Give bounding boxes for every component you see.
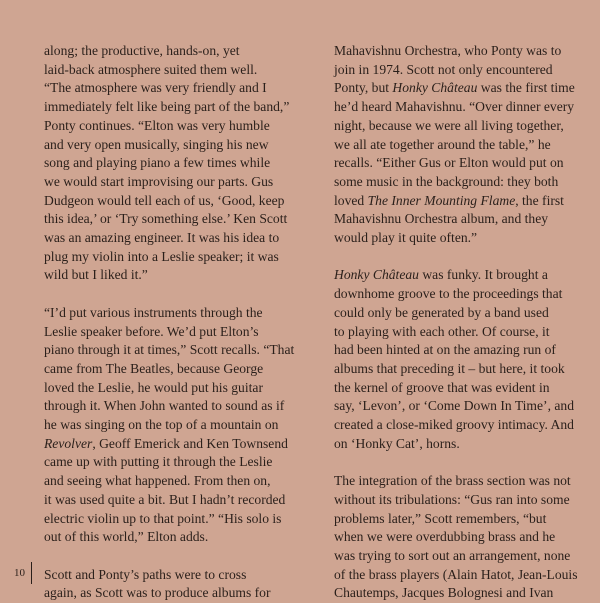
page-footer xyxy=(14,562,32,584)
text-line: song and playing piano a few times while xyxy=(44,155,271,171)
text-line: we would start improvising our parts. Gus xyxy=(44,173,274,189)
text-line: was an amazing engineer. It was his idea to xyxy=(44,230,280,246)
text-line: albums that preceding it – but here, it took xyxy=(334,360,565,376)
paragraph-atmosphere xyxy=(44,42,304,285)
text-line: immediately felt like being part of the band,” xyxy=(44,99,290,115)
italic-title: Honky Château xyxy=(392,80,478,96)
paragraph-paths-cross xyxy=(44,566,304,603)
text-line: recalls. “Either Gus or Elton would put on xyxy=(334,155,564,171)
italic-title: Honky Château xyxy=(334,267,419,283)
text-line: downhome groove to the proceedings that xyxy=(334,286,563,302)
text-line: it was used quite a bit. But I hadn’t recorded xyxy=(44,491,286,507)
text-line: The integration of the brass section was not xyxy=(334,473,571,489)
right-column xyxy=(334,42,594,603)
paragraph-honky-chateau xyxy=(334,266,594,453)
text-line: and seeing what happened. From then on, xyxy=(44,473,271,489)
text-line: to playing with each other. Of course, it xyxy=(334,323,550,339)
text-line: was trying to sort out an arrangement, none xyxy=(334,547,571,563)
page-number: 10 xyxy=(14,567,25,579)
text-line: Mahavishnu Orchestra, who Ponty was to xyxy=(334,43,562,58)
text-line: and very open musically, singing his new xyxy=(44,136,269,152)
text-line: Mahavishnu Orchestra album, and they xyxy=(334,211,549,227)
left-column xyxy=(44,42,304,603)
text-line: wild but I liked it.” xyxy=(44,267,148,283)
footer-divider xyxy=(31,562,32,584)
text-line: Leslie speaker before. We’d put Elton’s xyxy=(44,323,259,339)
text-line: “I’d put various instruments through the xyxy=(44,304,263,320)
text-line: through it. When John wanted to sound as if xyxy=(44,398,285,414)
text-line: loved the Leslie, he would put his guitar xyxy=(44,379,263,395)
text-line: came up with putting it through the Leslie xyxy=(44,454,273,470)
paragraph-mahavishnu xyxy=(334,42,594,248)
text-line: plug my violin into a Leslie speaker; it was xyxy=(44,248,279,264)
text-line: came from The Beatles, because George xyxy=(44,360,264,376)
text-line: he was singing on the top of a mountain on xyxy=(44,417,279,433)
text-line: problems later,” Scott remembers, “but xyxy=(334,510,547,526)
text-line: electric violin up to that point.” “His solo is xyxy=(44,510,282,526)
text-line: some music in the background: they both xyxy=(334,173,559,189)
text-line: Honky Château was funky. It brought a xyxy=(334,267,548,283)
text-line: would play it quite often.” xyxy=(334,230,478,246)
text-line: the kernel of groove that was evident in xyxy=(334,379,550,395)
text-line: had been hinted at on the amazing run of xyxy=(334,342,556,358)
italic-title: Revolver xyxy=(44,435,93,451)
text-line: he’d heard Mahavishnu. “Over dinner every xyxy=(334,99,575,115)
text-line: out of this world,” Elton adds. xyxy=(44,529,209,545)
text-line: created a close-miked groovy intimacy. And xyxy=(334,417,574,433)
text-line: Dudgeon would tell each of us, ‘Good, keep xyxy=(44,192,285,208)
text-line: of the brass players (Alain Hatot, Jean-Louis xyxy=(334,566,578,582)
text-line: say, ‘Levon’, or ‘Come Down In Time’, and xyxy=(334,398,574,414)
text-line: Ponty, but Honky Château was the first time xyxy=(334,80,575,96)
text-line: when we were overdubbing brass and he xyxy=(334,529,556,545)
text-line: could only be generated by a band used xyxy=(334,304,549,320)
text-line: on ‘Honky Cat’, horns. xyxy=(334,435,460,451)
text-line: we all ate together around the table,” he xyxy=(334,136,551,152)
text-line: without its tribulations: “Gus ran into some xyxy=(334,491,570,507)
italic-title: The Inner Mounting Flame xyxy=(367,192,516,208)
text-line: “The atmosphere was very friendly and I xyxy=(44,80,267,96)
text-line: this idea,’ or ‘Try something else.’ Ken Scott xyxy=(44,211,288,227)
text-line: Ponty continues. “Elton was very humble xyxy=(44,117,270,133)
text-line: Chautemps, Jacques Bolognesi and Ivan xyxy=(334,585,554,601)
text-line: loved The Inner Mounting Flame, the first xyxy=(334,192,564,208)
paragraph-brass-section xyxy=(334,472,594,603)
text-line: night, because we were all living together, xyxy=(334,117,564,133)
text-line: Revolver, Geoff Emerick and Ken Townsend xyxy=(44,435,288,451)
text-line: again, as Scott was to produce albums for xyxy=(44,585,271,601)
paragraph-leslie-speaker xyxy=(44,304,304,547)
text-line: join in 1974. Scott not only encountered xyxy=(334,61,553,77)
text-line: piano through it at times,” Scott recalls. “That xyxy=(44,342,295,358)
text-line: laid-back atmosphere suited them well. xyxy=(44,61,258,77)
text-line: Scott and Ponty’s paths were to cross xyxy=(44,566,247,582)
text-line: along; the productive, hands-on, yet xyxy=(44,43,240,58)
